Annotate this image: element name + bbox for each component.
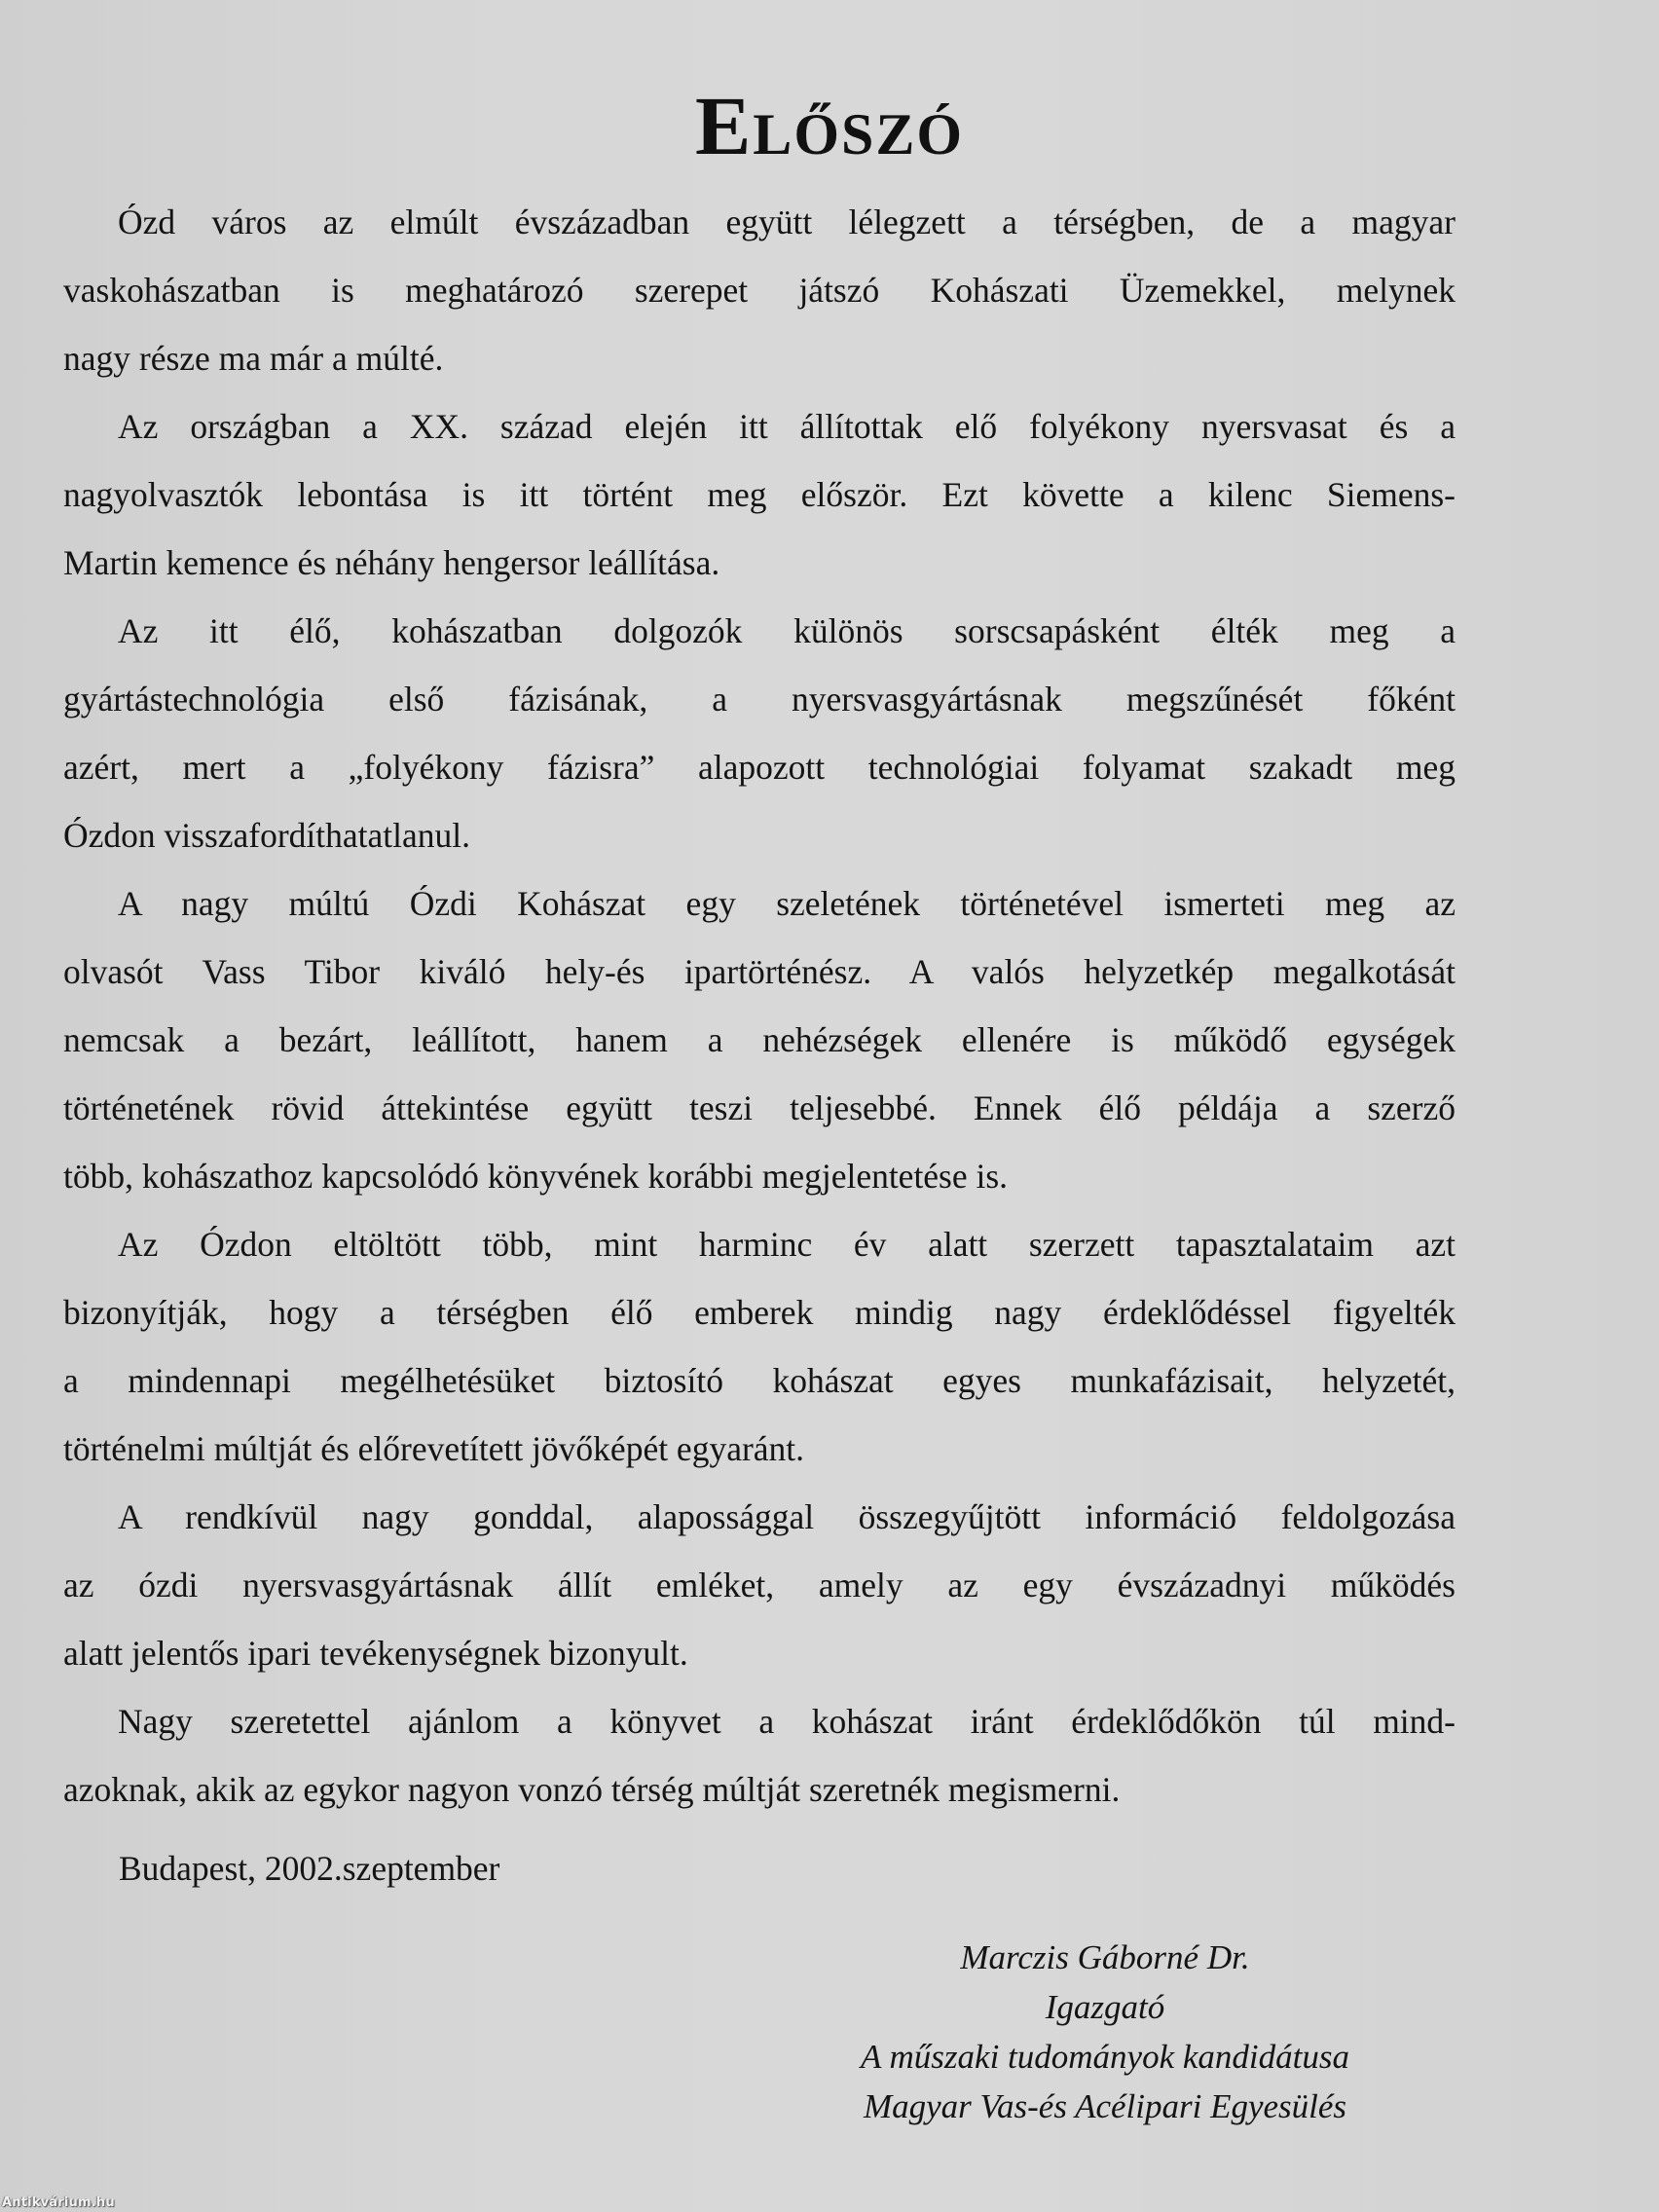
text-line: azért, mert a „folyékony fázisra” alapozott technológiai folyamat szakadt meg [63, 748, 1456, 787]
paragraph-7 [63, 1687, 1456, 1824]
text-line: a mindennapi megélhetésüket biztosító kohászat egyes munkafázisait, helyzetét, [63, 1361, 1456, 1400]
text-line: történetének rövid áttekintése együtt teszi teljesebbé. Ennek élő példája a szerző [63, 1088, 1456, 1127]
text-line: az ózdi nyersvasgyártásnak állít emléket, amely az egy évszázadnyi működés [63, 1566, 1456, 1604]
paragraph-1 [63, 188, 1456, 392]
signature-block [769, 1933, 1441, 2131]
text-line: Az itt élő, kohászatban dolgozók különös sorscsapásként élték meg a [118, 611, 1456, 650]
text-line: Martin kemence és néhány hengersor leállítása. [63, 543, 720, 582]
signatory-organization: Magyar Vas-és Acélipari Egyesülés [863, 2087, 1347, 2125]
signatory-degree: A műszaki tudományok kandidátusa [861, 2038, 1349, 2076]
text-line: bizonyítják, hogy a térségben élő emberek mindig nagy érdeklődéssel figyelték [63, 1293, 1456, 1332]
place-and-date: Budapest, 2002.szeptember [119, 1849, 500, 1888]
paragraph-6 [63, 1483, 1456, 1687]
text-line: A nagy múltú Ózdi Kohászat egy szeletének történetével ismerteti meg az [118, 884, 1456, 923]
text-line: alatt jelentős ipari tevékenységnek bizonyult. [63, 1634, 688, 1673]
text-line: Az országban a XX. század elején itt állítottak elő folyékony nyersvasat és a [118, 407, 1456, 446]
paragraph-5 [63, 1210, 1456, 1483]
text-line: történelmi múltját és előrevetített jövőképét egyaránt. [63, 1429, 805, 1468]
paragraph-4 [63, 869, 1456, 1210]
text-line: A rendkívül nagy gonddal, alapossággal összegyűjtött információ feldolgozása [118, 1497, 1456, 1536]
signatory-name: Marczis Gáborné Dr. [960, 1938, 1250, 1976]
text-line: Az Ózdon eltöltött több, mint harminc év alatt szerzett tapasztalataim azt [118, 1225, 1456, 1264]
signatory-role: Igazgató [1045, 1988, 1165, 2026]
foreword-body [63, 188, 1456, 1824]
watermark-logo: Antikvárium.hu [2, 2195, 115, 2210]
text-line: vaskohászatban is meghatározó szerepet játszó Kohászati Üzemekkel, melynek [63, 271, 1456, 310]
text-line: Ózdon visszafordíthatatlanul. [63, 816, 470, 855]
text-line: azoknak, akik az egykor nagyon vonzó térség múltját szeretnék megismerni. [63, 1770, 1121, 1809]
text-line: gyártástechnológia első fázisának, a nyersvasgyártásnak megszűnését főként [63, 680, 1456, 719]
text-line: Nagy szeretettel ajánlom a könyvet a kohászat iránt érdeklődőkön túl mind- [118, 1702, 1456, 1741]
text-line: Ózd város az elmúlt évszázadban együtt lélegzett a térségben, de a magyar [118, 203, 1456, 241]
text-line: olvasót Vass Tibor kiváló hely-és ipartörténész. A valós helyzetkép megalkotását [63, 952, 1456, 991]
paragraph-2 [63, 392, 1456, 597]
text-line: több, kohászathoz kapcsolódó könyvének korábbi megjelentetése is. [63, 1157, 1009, 1196]
text-line: nagy része ma már a múlté. [63, 339, 444, 378]
text-line: nagyolvasztók lebontása is itt történt meg először. Ezt követte a kilenc Siemens- [63, 475, 1456, 514]
page-title: Előszó [694, 78, 965, 172]
text-line: nemcsak a bezárt, leállított, hanem a nehézségek ellenére is működő egységek [63, 1020, 1456, 1059]
paragraph-3 [63, 597, 1456, 869]
